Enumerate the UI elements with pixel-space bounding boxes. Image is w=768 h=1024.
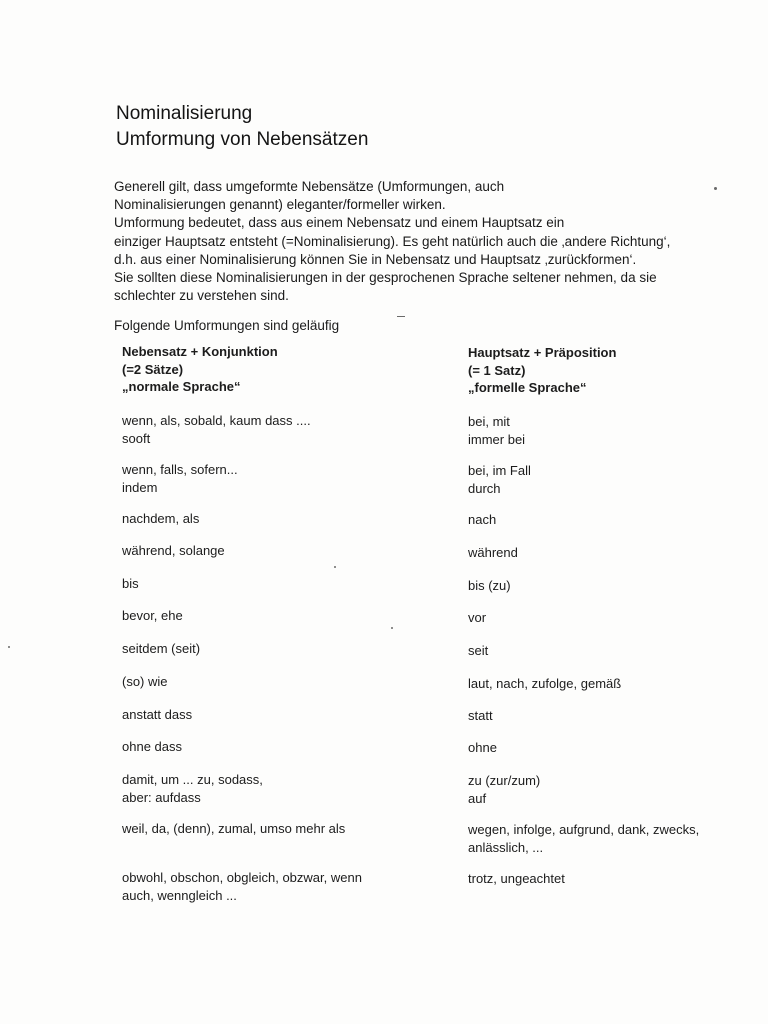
intro-line: einziger Hauptsatz entsteht (=Nominalisierung). Es geht natürlich auch die ‚andere Richtung‘,: [114, 233, 671, 249]
cell-line: bis (zu): [468, 578, 511, 593]
conjunction-cell: [122, 461, 238, 496]
header-line: „formelle Sprache“: [468, 380, 587, 395]
preposition-cell: [468, 544, 518, 562]
cell-line: zu (zur/zum): [468, 773, 541, 788]
preposition-cell: [468, 821, 699, 856]
conjunction-cell: [122, 820, 345, 838]
title-line-1: Nominalisierung: [116, 103, 253, 124]
scan-speck: [397, 316, 405, 317]
preposition-cell: [468, 577, 511, 595]
preposition-cell: [468, 739, 497, 757]
cell-line: sooft: [122, 430, 151, 446]
conjunction-cell: [122, 607, 183, 625]
cell-line: aber: aufdass: [122, 789, 201, 805]
scan-speck: [8, 646, 10, 648]
cell-line: (so) wie: [122, 674, 168, 689]
cell-line: indem: [122, 479, 158, 495]
preposition-cell: [468, 675, 621, 693]
conjunction-cell: [122, 869, 362, 904]
cell-line: weil, da, (denn), zumal, umso mehr als: [122, 821, 346, 836]
header-line: Nebensatz + Konjunktion: [122, 344, 278, 359]
preposition-cell: [468, 707, 493, 725]
preposition-cell: [468, 511, 496, 529]
cell-line: während: [468, 545, 518, 560]
cell-line: trotz, ungeachtet: [468, 871, 565, 886]
header-line: (= 1 Satz): [468, 362, 526, 378]
scan-speck: [714, 187, 717, 190]
intro-paragraph: [114, 178, 724, 305]
header-line: „normale Sprache“: [122, 379, 241, 394]
cell-line: obwohl, obschon, obgleich, obzwar, wenn: [122, 870, 362, 885]
cell-line: während, solange: [122, 543, 225, 558]
conjunction-cell: [122, 673, 168, 691]
conjunction-cell: [122, 771, 263, 806]
cell-line: wenn, als, sobald, kaum dass ....: [122, 413, 311, 428]
cell-line: immer bei: [468, 431, 526, 447]
header-line: (=2 Sätze): [122, 361, 184, 377]
intro-line: Sie sollten diese Nominalisierungen in der gesprochenen Sprache seltener nehmen, da sie: [114, 270, 657, 286]
intro-line: d.h. aus einer Nominalisierung können Sie in Nebensatz und Hauptsatz ‚zurückformen‘.: [114, 251, 637, 267]
cell-line: durch: [468, 480, 501, 496]
intro-line: Generell gilt, dass umgeformte Nebensätze (Umformungen, auch: [114, 179, 505, 194]
page-title: [116, 101, 368, 153]
cell-line: vor: [468, 610, 487, 625]
conjunction-cell: [122, 412, 311, 447]
cell-line: bei, im Fall: [468, 463, 531, 478]
cell-line: bevor, ehe: [122, 608, 183, 623]
intro-line: Nominalisierungen genannt) eleganter/formeller wirken.: [114, 197, 446, 213]
conjunction-cell: [122, 640, 200, 658]
preposition-cell: [468, 609, 486, 627]
header-line: Hauptsatz + Präposition: [468, 345, 617, 360]
cell-line: nach: [468, 512, 497, 527]
cell-line: ohne dass: [122, 739, 182, 754]
conjunction-cell: [122, 510, 199, 528]
intro-line: schlechter zu verstehen sind.: [114, 288, 289, 304]
conjunction-cell: [122, 706, 192, 724]
intro-line: Umformung bedeutet, dass aus einem Nebensatz und einem Hauptsatz ein: [114, 215, 565, 231]
scan-speck: [391, 627, 393, 629]
cell-line: auch, wenngleich ...: [122, 887, 237, 903]
left-column-header: [122, 343, 278, 396]
scan-speck: [334, 566, 336, 568]
conjunction-cell: [122, 738, 182, 756]
title-line-2: Umformung von Nebensätzen: [116, 129, 369, 150]
cell-line: anlässlich, ...: [468, 839, 544, 855]
cell-line: statt: [468, 708, 493, 723]
cell-line: ohne: [468, 740, 497, 755]
preposition-cell: [468, 772, 540, 807]
right-column-header: [468, 344, 616, 397]
preposition-cell: [468, 642, 488, 660]
cell-line: laut, nach, zufolge, gemäß: [468, 676, 622, 691]
cell-line: wenn, falls, sofern...: [122, 462, 238, 477]
cell-line: bei, mit: [468, 414, 510, 429]
conjunction-cell: [122, 575, 139, 593]
cell-line: anstatt dass: [122, 707, 193, 722]
cell-line: seitdem (seit): [122, 641, 201, 656]
preposition-cell: [468, 870, 565, 888]
cell-line: seit: [468, 643, 489, 658]
cell-line: auf: [468, 790, 487, 806]
cell-line: bis: [122, 576, 139, 591]
preposition-cell: [468, 413, 525, 448]
preposition-cell: [468, 462, 531, 497]
cell-line: wegen, infolge, aufgrund, dank, zwecks,: [468, 822, 700, 837]
section-subheading: Folgende Umformungen sind geläufig: [114, 318, 340, 333]
cell-line: nachdem, als: [122, 511, 200, 526]
cell-line: damit, um ... zu, sodass,: [122, 772, 263, 787]
conjunction-cell: [122, 542, 225, 560]
